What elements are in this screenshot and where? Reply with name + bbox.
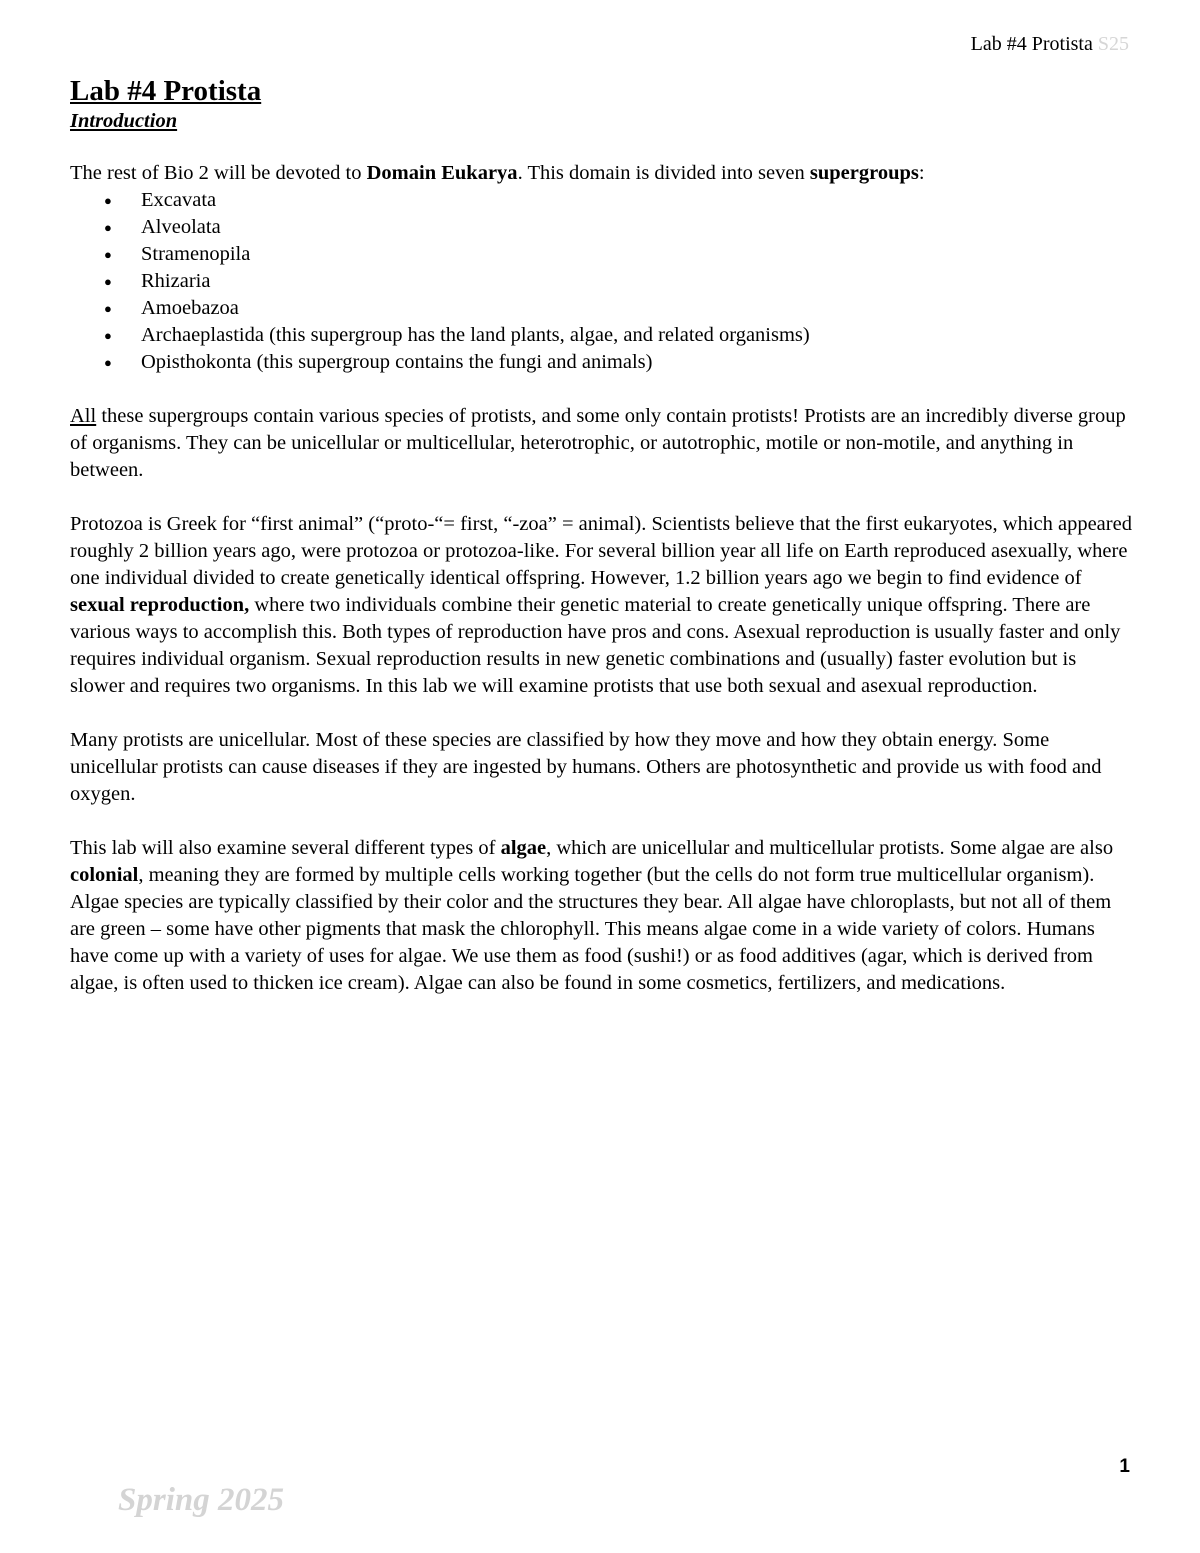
page-header xyxy=(971,32,1129,56)
bold-algae: algae xyxy=(500,837,547,859)
list-item: ● Rhizaria xyxy=(141,268,1132,295)
paragraph-protozoa xyxy=(70,511,1132,700)
intro-text-1: The rest of Bio 2 will be devoted to xyxy=(70,162,367,184)
list-item: ● Alveolata xyxy=(141,214,1132,241)
supergroup-list xyxy=(70,187,1132,376)
paragraph-text: This lab will also examine several different types of xyxy=(70,837,501,859)
section-heading: Introduction xyxy=(70,110,178,132)
intro-bold-domain: Domain Eukarya xyxy=(366,162,518,184)
bold-colonial: colonial xyxy=(70,864,139,886)
intro-text-2: . This domain is divided into seven xyxy=(517,162,810,184)
list-item: ● Excavata xyxy=(141,187,1132,214)
paragraph-algae xyxy=(70,835,1132,997)
list-item: ● Stramenopila xyxy=(141,241,1132,268)
header-term: S25 xyxy=(1097,33,1129,55)
paragraph-text: where two individuals combine their genetic material to create genetically unique offspring. There are various ways to accomplish this. Both types of reproduction have pros and cons. Asexual reproduction is usually faster and only requires individual organism. Sexual reproduction results in new genetic combinations and (usually) faster evolution but is slower and requires two organisms. In this lab we will examine protists that use both sexual and asexual reproduction. xyxy=(70,594,1121,697)
paragraph-text: these supergroups contain various species of protists, and some only contain protists! Protists are an incredibly diverse group of organisms. They can be unicellular or multicellular, heterotrophic, or autotrophic, motile or non-motile, and anything in between. xyxy=(70,405,1126,481)
paragraph-protists xyxy=(70,403,1132,484)
intro-sentence xyxy=(70,160,1132,187)
list-item: ● Opisthokonta (this supergroup contains the fungi and animals) xyxy=(141,349,1132,376)
paragraph-unicellular: Many protists are unicellular. Most of these species are classified by how they move and how they obtain energy. Some unicellular protists can cause diseases if they are ingested by humans. Others are photosynthetic and provide us with food and oxygen. xyxy=(70,729,1102,805)
underlined-all: All xyxy=(70,405,97,427)
paragraph-text: , meaning they are formed by multiple cells working together (but the cells do not form true multicellular organism). Algae species are typically classified by their color and the structures they bear. All algae have chloroplasts, but not all of them are green – some have other pigments that mask the chlorophyll. This means algae come in a wide variety of colors. Humans have come up with a variety of uses for algae. We use them as food (sushi!) or as food additives (agar, which is derived from algae, is often used to thicken ice cream). Algae can also be found in some cosmetics, fertilizers, and medications. xyxy=(70,864,1112,994)
list-item: ● Archaeplastida (this supergroup has the land plants, algae, and related organisms) xyxy=(141,322,1132,349)
header-title: Lab #4 Protista xyxy=(970,33,1093,55)
list-item: ● Amoebazoa xyxy=(141,295,1132,322)
paragraph-text: , which are unicellular and multicellular protists. Some algae are also xyxy=(546,837,1114,859)
document-title: Lab #4 Protista xyxy=(70,75,262,107)
bold-sexual-reproduction: sexual reproduction, xyxy=(70,594,250,616)
footer-term: Spring 2025 xyxy=(118,1482,284,1518)
paragraph-text: Protozoa is Greek for “first animal” (“proto-“= first, “-zoa” = animal). Scientists believe that the first eukaryotes, which appeared roughly 2 billion years ago, were protozoa or protozoa-like. For several billion year all life on Earth reproduced asexually, where one individual divided to create genetically identical offspring. However, 1.2 billion years ago we begin to find evidence of xyxy=(70,513,1132,589)
intro-text-3: : xyxy=(918,162,925,184)
intro-bold-supergroups: supergroups xyxy=(809,162,919,184)
page-number: 1 xyxy=(1119,1456,1130,1477)
document-body xyxy=(70,74,1132,997)
